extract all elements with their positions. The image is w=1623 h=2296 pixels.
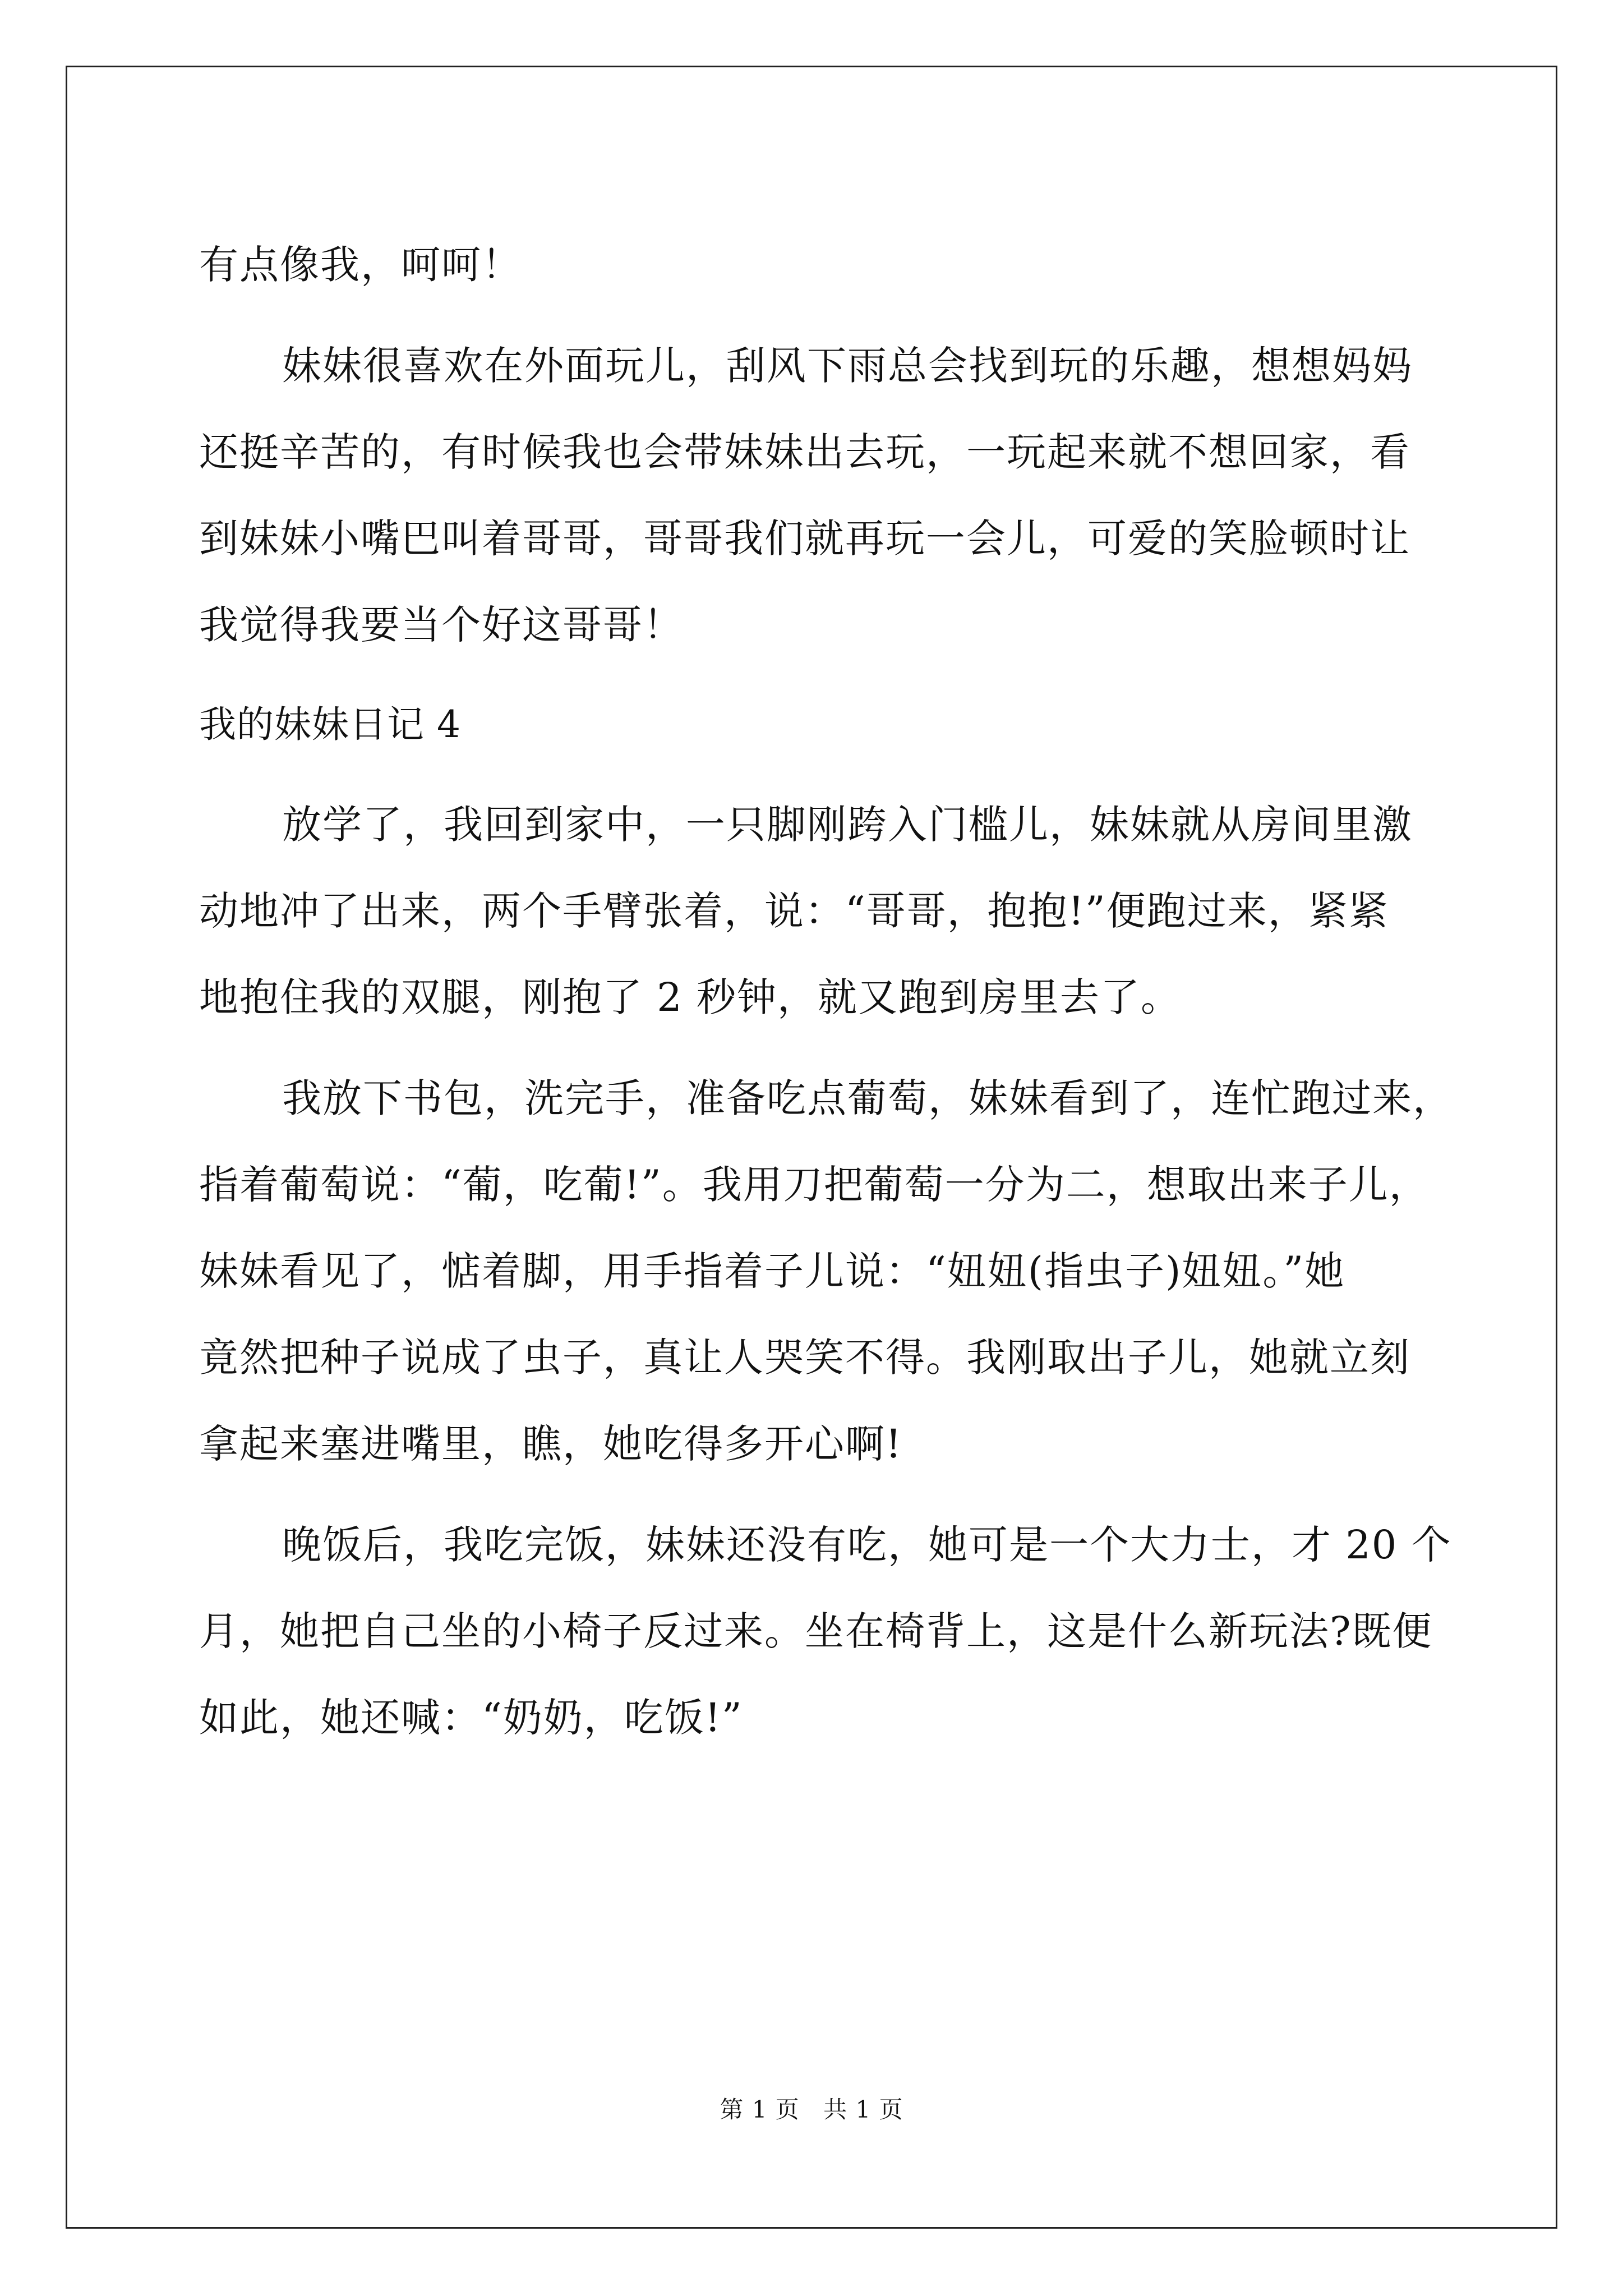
text-line: 我觉得我要当个好这哥哥！ [199, 602, 684, 648]
text-line: 竟然把种子说成了虫子，真让人哭笑不得。我刚取出子儿，她就立刻 [199, 1335, 1410, 1381]
text-line: 指着葡萄说：“葡，吃葡!”。我用刀把葡萄一分为二，想取出来子儿， [199, 1162, 1430, 1208]
page-total: 共 1 页 [823, 2096, 903, 2123]
text-line: 动地冲了出来，两个手臂张着，说：“哥哥，抱抱!”便跑过来，紧紧 [199, 888, 1389, 934]
text-line: 地抱住我的双腿，刚抱了 2 秒钟，就又跑到房里去了。 [199, 974, 1182, 1020]
text-line: 拿起来塞进嘴里，瞧，她吃得多开心啊! [199, 1421, 903, 1467]
text-line: 如此，她还喊：“奶奶，吃饭!” [199, 1695, 743, 1741]
page-number: 第 1 页 [720, 2096, 800, 2123]
paragraph-2 [199, 323, 1472, 668]
section-title: 我的妹妹日记 4 [199, 703, 461, 746]
page-footer [0, 2091, 1623, 2125]
paragraph-5 [199, 1502, 1472, 1761]
text-line: 晚饭后，我吃完饭，妹妹还没有吃，她可是一个大力士，才 20 个 [282, 1522, 1452, 1568]
paragraph-1 [199, 222, 1472, 308]
text-line: 月，她把自己坐的小椅子反过来。坐在椅背上，这是什么新玩法?既便 [199, 1608, 1433, 1654]
text-line: 妹妹看见了，惦着脚，用手指着子儿说：“妞妞(指虫子)妞妞。”她 [199, 1248, 1345, 1294]
text-line: 到妹妹小嘴巴叫着哥哥，哥哥我们就再玩一会儿，可爱的笑脸顿时让 [199, 516, 1410, 562]
document-body [199, 222, 1472, 1775]
paragraph-4 [199, 1055, 1472, 1487]
text-line: 妹妹很喜欢在外面玩儿，刮风下雨总会找到玩的乐趣，想想妈妈 [282, 343, 1413, 389]
text-line: 放学了，我回到家中，一只脚刚跨入门槛儿，妹妹就从房间里激 [282, 802, 1413, 848]
text-line: 有点像我，呵呵！ [199, 242, 522, 288]
paragraph-3 [199, 781, 1472, 1041]
text-line: 我放下书包，洗完手，准备吃点葡萄，妹妹看到了，连忙跑过来， [282, 1075, 1453, 1121]
text-line: 还挺辛苦的，有时候我也会带妹妹出去玩，一玩起来就不想回家，看 [199, 429, 1410, 475]
